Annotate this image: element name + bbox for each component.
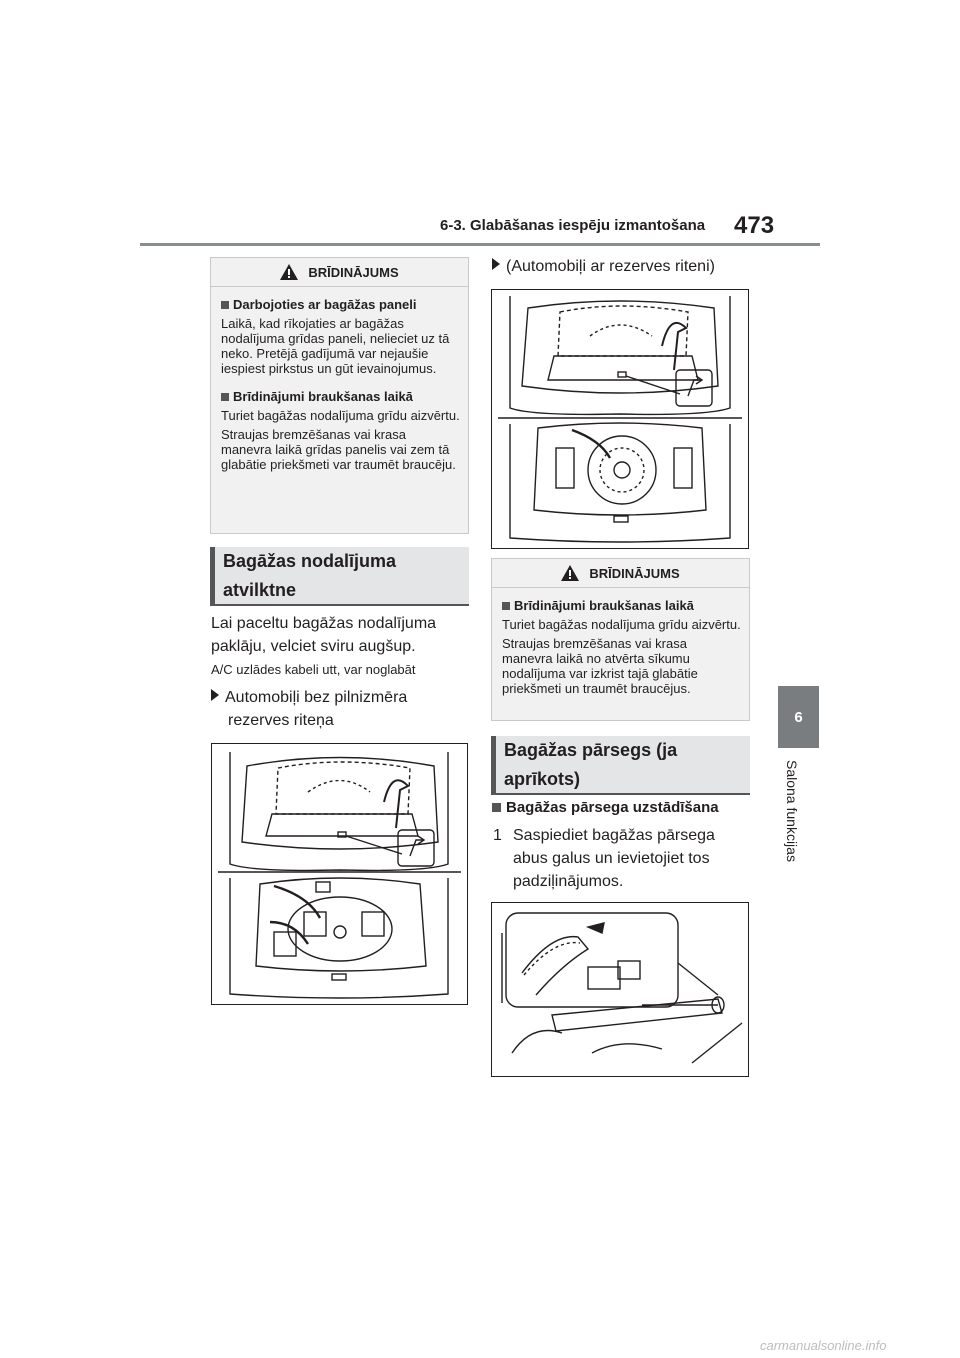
figure-cover-install <box>491 902 749 1077</box>
section-header-title: 6-3. Glabāšanas iespēju izmantošana <box>440 217 706 234</box>
warning-title: BRĪDINĀJUMS <box>589 565 680 581</box>
warning-paragraph: Laikā, kad rīkojaties ar bagāžas nodalījuma grīdas paneli, nelieciet uz tā neko. Pretējā gadījumā var nejaušie iespiest pirkstus un gūt ievainojumus. <box>221 316 450 376</box>
watermark-footer: carmanualsonline.info <box>760 1338 887 1353</box>
chapter-tab: 6 <box>778 686 819 748</box>
warning-box-left <box>210 257 469 534</box>
chapter-label: Salona funkcijas <box>784 760 800 862</box>
intro-text: Lai paceltu bagāžas nodalījuma paklāju, velciet sviru augšup. <box>211 615 437 655</box>
bullet-no-spare: Automobiļi bez pilnizmēra rezerves riteņa <box>211 686 438 732</box>
warning-title: BRĪDINĀJUMS <box>308 264 399 280</box>
section-title-drawer: Bagāžas nodalījuma atvilktne <box>210 547 469 604</box>
warning-subheading: Darbojoties ar bagāžas paneli <box>221 297 460 312</box>
cover-install-illustration <box>492 903 748 1076</box>
header-rule <box>140 243 820 246</box>
trunk-spare-illustration <box>492 290 748 548</box>
warning-paragraph: Turiet bagāžas nodalījuma grīdu aizvērtu. <box>221 408 460 423</box>
warning-triangle-icon <box>280 264 298 280</box>
warning-header <box>211 258 468 287</box>
warning-subheading: Brīdinājumi braukšanas laikā <box>502 598 741 613</box>
subheading-cover-install: Bagāžas pārsega uzstādīšana <box>492 799 719 816</box>
note-text: A/C uzlādes kabeli utt, var noglabāt <box>211 662 416 677</box>
warning-paragraph: Straujas bremzēšanas vai krasa manevra laikā no atvērta sīkumu nodalījuma var izkrist tajā glabātie priekšmeti un traumēt braucējus. <box>502 636 698 696</box>
trunk-illustration <box>212 744 467 1004</box>
warning-box-right <box>491 558 750 721</box>
bullet-arrow-icon <box>492 258 500 270</box>
page-number: 473 <box>734 212 775 239</box>
warning-paragraph: Turiet bagāžas nodalījuma grīdu aizvērtu. <box>502 617 741 632</box>
figure-trunk-no-spare <box>211 743 468 1005</box>
section-title-cover: Bagāžas pārsegs (ja aprīkots) <box>491 736 750 793</box>
figure-trunk-with-spare <box>491 289 749 549</box>
bullet-arrow-icon <box>211 689 219 701</box>
warning-triangle-icon <box>561 565 579 581</box>
bullet-with-spare: (Automobiļi ar rezerves riteni) <box>492 255 750 278</box>
step-number: 1 <box>493 827 502 844</box>
warning-header <box>492 559 749 588</box>
step-text: Saspiediet bagāžas pārsega abus galus un ievietojiet tos padziļinājumos. <box>513 827 715 890</box>
warning-paragraph: Straujas bremzēšanas vai krasa manevra laikā grīdas panelis vai zem tā glabātie priekšmeti var traumēt braucēju. <box>221 427 456 472</box>
warning-subheading: Brīdinājumi braukšanas laikā <box>221 389 460 404</box>
